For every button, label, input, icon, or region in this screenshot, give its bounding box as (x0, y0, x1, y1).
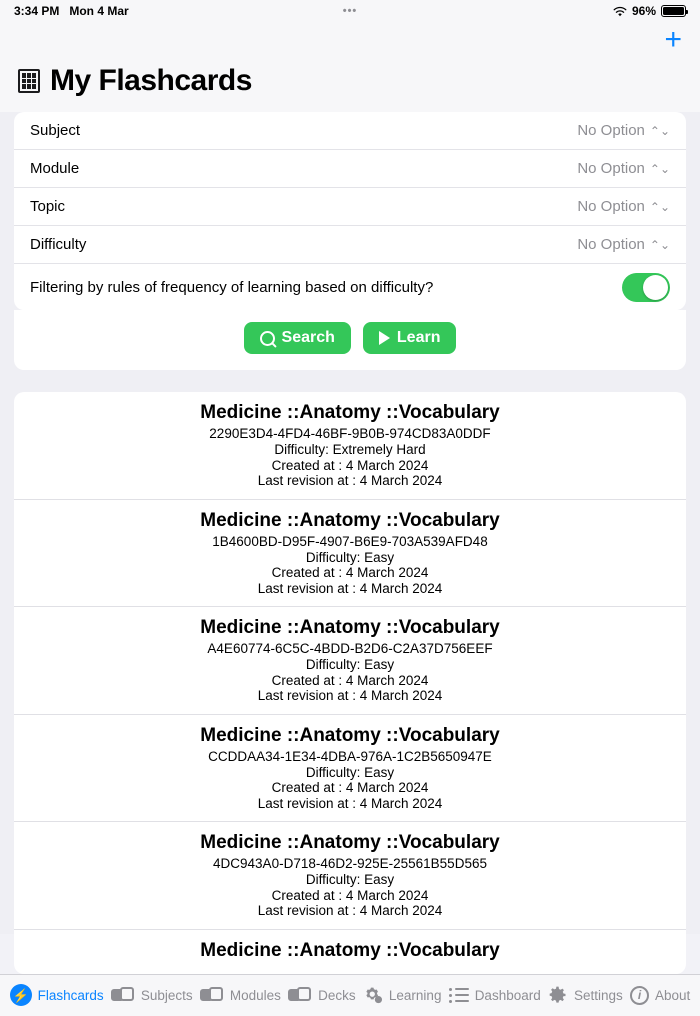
battery-percent: 96% (631, 4, 656, 18)
chevron-up-down-icon: ⌃⌄ (649, 237, 670, 252)
flashcard-revised: Last revision at : 4 March 2024 (257, 473, 443, 489)
tab-label-learning: Learning (388, 987, 442, 1003)
filter-row-difficulty[interactable] (14, 226, 686, 264)
flashcard-title: Medicine ::Anatomy ::Vocabulary (200, 617, 500, 639)
flashcard-revised: Last revision at : 4 March 2024 (257, 903, 443, 919)
top-toolbar (0, 22, 700, 58)
flashcard-difficulty: Difficulty: Easy (305, 549, 395, 565)
wifi-icon (613, 6, 627, 17)
filter-row-frequency-toggle (14, 264, 686, 310)
tab-label-flashcards: Flashcards (37, 987, 104, 1003)
flashcard-list-card (14, 392, 686, 974)
tab-subjects[interactable] (111, 986, 193, 1004)
battery-icon (661, 5, 686, 17)
flashcard-difficulty: Difficulty: Extremely Hard (274, 442, 426, 457)
tab-learning[interactable] (363, 985, 442, 1005)
tab-label-about: About (654, 987, 691, 1003)
search-button[interactable] (244, 322, 351, 354)
tab-label-decks: Decks (318, 987, 356, 1003)
flashcard-item[interactable] (14, 930, 686, 974)
page-header (0, 58, 700, 112)
flashcard-item[interactable] (14, 822, 686, 930)
flashcard-list[interactable] (0, 392, 700, 974)
flashcard-title: Medicine ::Anatomy ::Vocabulary (200, 832, 500, 854)
filter-label-module: Module (30, 160, 80, 177)
status-bar (0, 0, 700, 22)
folder-stack-icon (111, 986, 135, 1004)
list-icon (449, 987, 469, 1003)
tab-about[interactable] (630, 986, 690, 1005)
flashcard-item[interactable] (14, 607, 686, 715)
flashcard-uuid: 4DC943A0-D718-46D2-925E-25561B55D565 (213, 856, 487, 872)
flashcard-title: Medicine ::Anatomy ::Vocabulary (200, 509, 500, 531)
chevron-up-down-icon: ⌃⌄ (649, 199, 670, 214)
flashcard-created: Created at : 4 March 2024 (271, 672, 429, 688)
flashcard-created: Created at : 4 March 2024 (271, 565, 429, 581)
section-divider (0, 370, 700, 392)
tab-label-subjects: Subjects (140, 987, 193, 1003)
flashcard-created: Created at : 4 March 2024 (271, 457, 429, 473)
flashcard-uuid: 2290E3D4-4FD4-46BF-9B0B-974CD83A0DDF (209, 426, 491, 441)
info-icon: i (630, 986, 649, 1005)
flashcard-title: Medicine ::Anatomy ::Vocabulary (200, 939, 500, 961)
tab-modules[interactable] (200, 986, 281, 1004)
flashcard-revised: Last revision at : 4 March 2024 (257, 795, 443, 811)
filter-row-topic[interactable] (14, 188, 686, 226)
status-right-cluster (613, 4, 686, 18)
tab-dashboard[interactable] (449, 987, 541, 1003)
filter-label-topic: Topic (30, 198, 66, 215)
folder-stack-icon (288, 986, 312, 1004)
tab-decks[interactable] (288, 986, 356, 1004)
status-time: 3:34 PM (14, 4, 60, 18)
learn-button-label: Learn (396, 329, 441, 346)
dynamic-island-dots: ••• (342, 5, 358, 17)
filter-select-module[interactable] (577, 160, 670, 177)
flashcard-revised: Last revision at : 4 March 2024 (257, 580, 443, 596)
flashcard-item[interactable] (14, 500, 686, 608)
flashcard-created: Created at : 4 March 2024 (271, 780, 429, 796)
status-date: Mon 4 Mar (69, 4, 129, 18)
filter-value-subject: No Option (577, 122, 645, 139)
filter-row-module[interactable] (14, 150, 686, 188)
flashcard-difficulty: Difficulty: Easy (305, 657, 395, 673)
flashcard-item[interactable] (14, 715, 686, 823)
filter-select-difficulty[interactable] (577, 236, 670, 253)
filter-label-subject: Subject (30, 122, 81, 139)
flashcard-revised: Last revision at : 4 March 2024 (257, 688, 443, 704)
gears-icon (363, 985, 383, 1005)
tab-settings[interactable] (548, 985, 623, 1005)
flashcard-uuid: A4E60774-6C5C-4BDD-B2D6-C2A37D756EEF (207, 641, 493, 657)
flashcard-difficulty: Difficulty: Easy (305, 764, 395, 780)
filter-card (14, 112, 686, 310)
play-icon (379, 331, 390, 345)
search-icon (260, 331, 275, 346)
add-flashcard-button[interactable]: + (664, 23, 682, 56)
filter-label-difficulty: Difficulty (30, 236, 87, 253)
flashcard-uuid: 1B4600BD-D95F-4907-B6E9-703A539AFD48 (212, 533, 488, 549)
learn-button[interactable] (363, 322, 457, 354)
gear-icon (548, 985, 568, 1005)
filter-row-subject[interactable] (14, 112, 686, 150)
flashcard-title: Medicine ::Anatomy ::Vocabulary (200, 724, 500, 746)
frequency-toggle-switch[interactable] (622, 273, 670, 302)
flashcard-item[interactable] (14, 392, 686, 500)
action-buttons (14, 310, 686, 370)
frequency-toggle-label: Filtering by rules of frequency of learning based on difficulty? (30, 278, 434, 296)
chevron-up-down-icon: ⌃⌄ (649, 161, 670, 176)
filter-select-subject[interactable] (577, 122, 670, 139)
filter-value-module: No Option (577, 160, 645, 177)
filter-value-difficulty: No Option (577, 236, 645, 253)
tab-label-dashboard: Dashboard (474, 987, 541, 1003)
flashcard-uuid: CCDDAA34-1E34-4DBA-976A-1C2B5650947E (208, 748, 492, 764)
flashcard-created: Created at : 4 March 2024 (271, 887, 429, 903)
filter-value-topic: No Option (577, 198, 645, 215)
chevron-up-down-icon: ⌃⌄ (649, 123, 670, 138)
tab-flashcards[interactable] (10, 984, 104, 1006)
flashcard-difficulty: Difficulty: Easy (305, 872, 395, 888)
grid-icon (18, 69, 40, 93)
folder-stack-icon (200, 986, 224, 1004)
tab-bar (0, 974, 700, 1016)
tab-label-modules: Modules (229, 987, 281, 1003)
filter-select-topic[interactable] (577, 198, 670, 215)
flashcard-title: Medicine ::Anatomy ::Vocabulary (200, 402, 500, 423)
bolt-icon: ⚡ (10, 984, 32, 1006)
tab-label-settings: Settings (573, 987, 623, 1003)
search-button-label: Search (281, 329, 335, 346)
page-title: My Flashcards (50, 64, 252, 97)
